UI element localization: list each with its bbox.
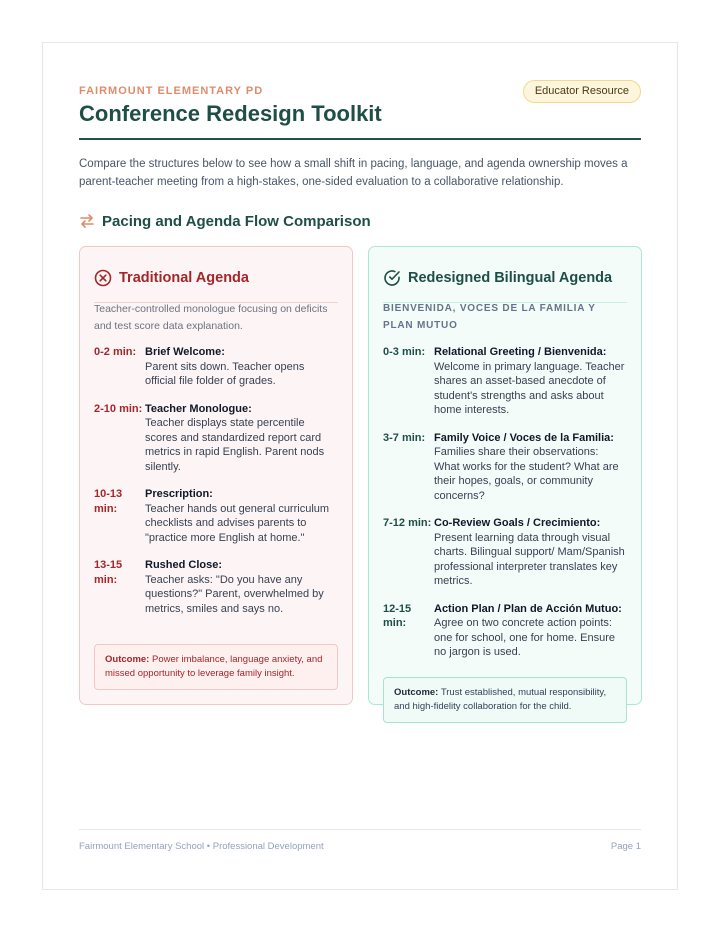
traditional-steps	[94, 345, 338, 629]
step-body	[434, 431, 627, 504]
redesigned-steps	[383, 345, 627, 673]
step-text: Agree on two concrete action points: one for school, one for home. Ensure no jargon is used.	[434, 617, 615, 658]
redesigned-card-title: Redesigned Bilingual Agenda	[408, 269, 613, 286]
redesigned-agenda-card	[368, 246, 642, 712]
eyebrow-label: FAIRMOUNT ELEMENTARY PD	[79, 85, 264, 97]
traditional-card-title: Traditional Agenda	[119, 269, 249, 286]
resource-badge: Educator Resource	[523, 80, 641, 103]
step-time: 12-15 min:	[383, 602, 412, 629]
step-body	[434, 602, 627, 660]
step-body	[145, 345, 338, 389]
step-body	[145, 487, 338, 545]
agenda-step	[383, 516, 627, 589]
agenda-step	[94, 558, 338, 616]
intro-paragraph: Compare the structures below to see how a small shift in pacing, language, and agenda ownership moves a parent-teacher meeting from a high-stakes, one-sided evaluation to a collaborative relationship.	[79, 158, 628, 188]
step-label: Rushed Close:	[145, 559, 223, 571]
step-time: 3-7 min:	[383, 431, 426, 444]
step-time: 13-15 min:	[94, 559, 123, 586]
traditional-card-subtitle: Teacher-controlled monologue focusing on deficits and test score data explanation.	[94, 303, 328, 332]
footer-page-number: Page 1	[610, 841, 641, 852]
agenda-step	[94, 487, 338, 545]
step-body	[145, 558, 338, 616]
step-time: 10-13 min:	[94, 488, 123, 515]
traditional-agenda-card	[79, 246, 353, 705]
agenda-step	[94, 402, 338, 475]
step-text: Teacher displays state percentile scores and standardized report card metrics in rapid English. Parent nods silently.	[145, 417, 325, 473]
section-heading	[79, 211, 371, 231]
step-body	[434, 516, 627, 589]
footer-divider	[79, 829, 641, 830]
step-time: 2-10 min:	[94, 402, 143, 415]
outcome-text: Trust established, mutual responsibility, and high-fidelity collaboration for the child.	[394, 687, 607, 712]
step-time: 0-3 min:	[383, 346, 426, 358]
outcome-text: Power imbalance, language anxiety, and missed opportunity to leverage family insight.	[105, 654, 323, 679]
agenda-step	[94, 345, 338, 389]
traditional-outcome-box	[94, 644, 338, 690]
step-body	[145, 402, 338, 475]
step-label: Relational Greeting / Bienvenida:	[434, 346, 607, 358]
x-circle-icon	[94, 269, 112, 287]
step-time: 0-2 min:	[94, 346, 137, 358]
step-label: Co-Review Goals / Crecimiento:	[434, 517, 601, 529]
agenda-step	[383, 345, 627, 418]
step-text: Welcome in primary language. Teacher shares an asset-based anecdote of student's strengths and asks about home interests.	[434, 360, 625, 416]
step-time: 7-12 min:	[383, 517, 432, 529]
step-text: Present learning data through visual charts. Bilingual support/ Mam/Spanish professional interpreter translates key metrics.	[434, 531, 625, 587]
step-text: Teacher asks: "Do you have any questions?" Parent, overwhelmed by metrics, smiles and says no.	[145, 573, 324, 615]
title-divider	[79, 138, 641, 140]
agenda-step	[383, 602, 627, 660]
redesigned-card-header	[383, 261, 627, 303]
page-content	[79, 43, 641, 889]
swap-arrows-icon	[79, 213, 95, 229]
step-body	[434, 345, 627, 418]
step-label: Prescription:	[145, 488, 213, 500]
redesigned-card-subtitle: BIENVENIDA, VOCES DE LA FAMILIA Y PLAN MUTUO	[383, 303, 596, 331]
step-label: Teacher Monologue:	[145, 402, 252, 415]
section-title: Pacing and Agenda Flow Comparison	[102, 212, 371, 230]
step-text: Families share their observations: What works for the student? What are their hopes, goals, or community concerns?	[434, 446, 619, 502]
document-page	[42, 42, 678, 890]
step-label: Brief Welcome:	[145, 346, 225, 358]
outcome-label: Outcome:	[394, 687, 439, 698]
step-label: Action Plan / Plan de Acción Mutuo:	[434, 602, 622, 615]
footer-school: Fairmount Elementary School • Professional Development	[79, 841, 324, 852]
page-title: Conference Redesign Toolkit	[79, 101, 382, 126]
step-text: Parent sits down. Teacher opens official file folder of grades.	[145, 360, 305, 387]
redesigned-outcome-box	[383, 677, 627, 723]
outcome-label: Outcome:	[105, 654, 150, 665]
check-circle-icon	[383, 269, 401, 287]
step-text: Teacher hands out general curriculum checklists and advises parents to "practice more English at home."	[145, 502, 330, 544]
traditional-card-header	[94, 261, 338, 303]
agenda-step	[383, 431, 627, 504]
step-label: Family Voice / Voces de la Familia:	[434, 431, 614, 444]
